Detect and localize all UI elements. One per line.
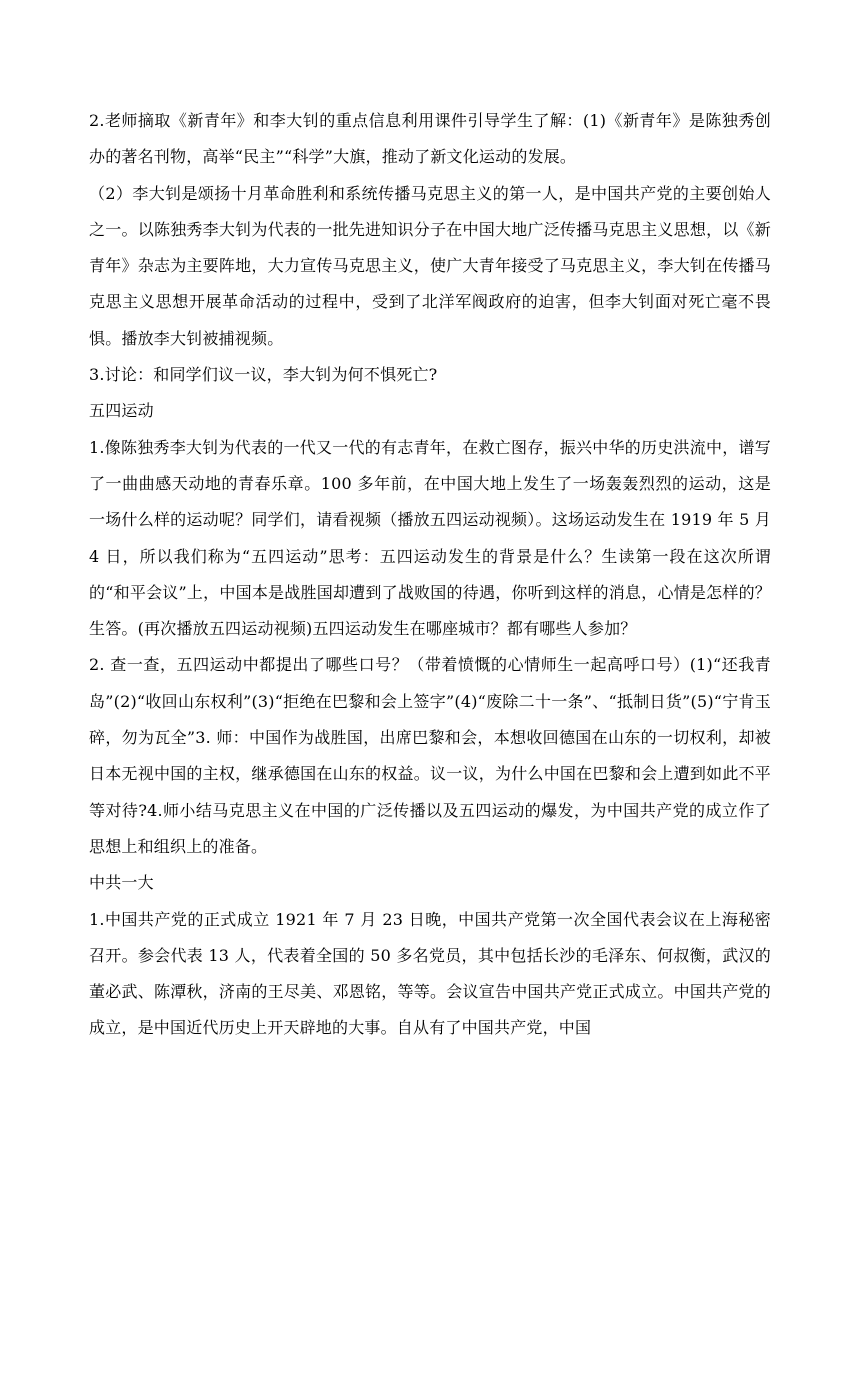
paragraph-xinqingnian-intro: 2.老师摘取《新青年》和李大钊的重点信息利用课件引导学生了解：(1)《新青年》是陈独秀创办的著名刊物，高举“民主”“科学”大旗，推动了新文化运动的发展。 <box>89 111 771 167</box>
section-heading-first-congress: 中共一大 <box>89 873 154 893</box>
document-body <box>89 103 771 1047</box>
paragraph-may-fourth-intro: 1.像陈独秀李大钊为代表的一代又一代的有志青年，在救亡图存，振兴中华的历史洪流中，谱写了一曲曲感天动地的青春乐章。100 多年前，在中国大地上发生了一场轰轰烈烈的运动，这是一场什么样的运动呢？同学们，请看视频（播放五四运动视频）。这场运动发生在 1919 年 5 月 4 日，所以我们称为“五四运动”思考：五四运动发生的背景是什么？生读第一段在这次所谓的“和平会议”上，中国本是战胜国却遭到了战败国的待遇，你听到这样的消息，心情是怎样的？生答。(再次播放五四运动视频)五四运动发生在哪座城市？都有哪些人参加？ <box>89 437 771 639</box>
section-heading-may-fourth: 五四运动 <box>89 401 154 421</box>
paragraph-discussion: 3.讨论：和同学们议一议，李大钊为何不惧死亡? <box>89 365 438 385</box>
paragraph-may-fourth-slogans: 2. 查一查，五四运动中都提出了哪些口号？（带着愤慨的心情师生一起高呼口号）(1)“还我青岛”(2)“收回山东权利”(3)“拒绝在巴黎和会上签字”(4)“废除二十一条”、“抵制日货”(5)“宁肯玉碎，勿为瓦全”3. 师：中国作为战胜国，出席巴黎和会，本想收回德国在山东的一切权利，却被日本无视中国的主权，继承德国在山东的权益。议一议，为什么中国在巴黎和会上遭到如此不平等对待?4.师小结马克思主义在中国的广泛传播以及五四运动的爆发，为中国共产党的成立作了思想上和组织上的准备。 <box>89 655 771 856</box>
paragraph-li-dazhao: （2）李大钊是颂扬十月革命胜利和系统传播马克思主义的第一人，是中国共产党的主要创始人之一。以陈独秀李大钊为代表的一批先进知识分子在中国大地广泛传播马克思主义思想，以《新青年》杂志为主要阵地，大力宣传马克思主义，使广大青年接受了马克思主义，李大钊在传播马克思主义思想开展革命活动的过程中，受到了北洋军阀政府的迫害，但李大钊面对死亡毫不畏惧。播放李大钊被捕视频。 <box>89 183 771 348</box>
paragraph-first-congress: 1.中国共产党的正式成立 1921 年 7 月 23 日晚，中国共产党第一次全国代表会议在上海秘密召开。参会代表 13 人，代表着全国的 50 多名党员，其中包括长沙的毛泽东、何叔衡，武汉的董必武、陈潭秋，济南的王尽美、邓恩铭，等等。会议宣告中国共产党正式成立。中国共产党的成立，是中国近代历史上开天辟地的大事。自从有了中国共产党，中国 <box>89 909 771 1038</box>
